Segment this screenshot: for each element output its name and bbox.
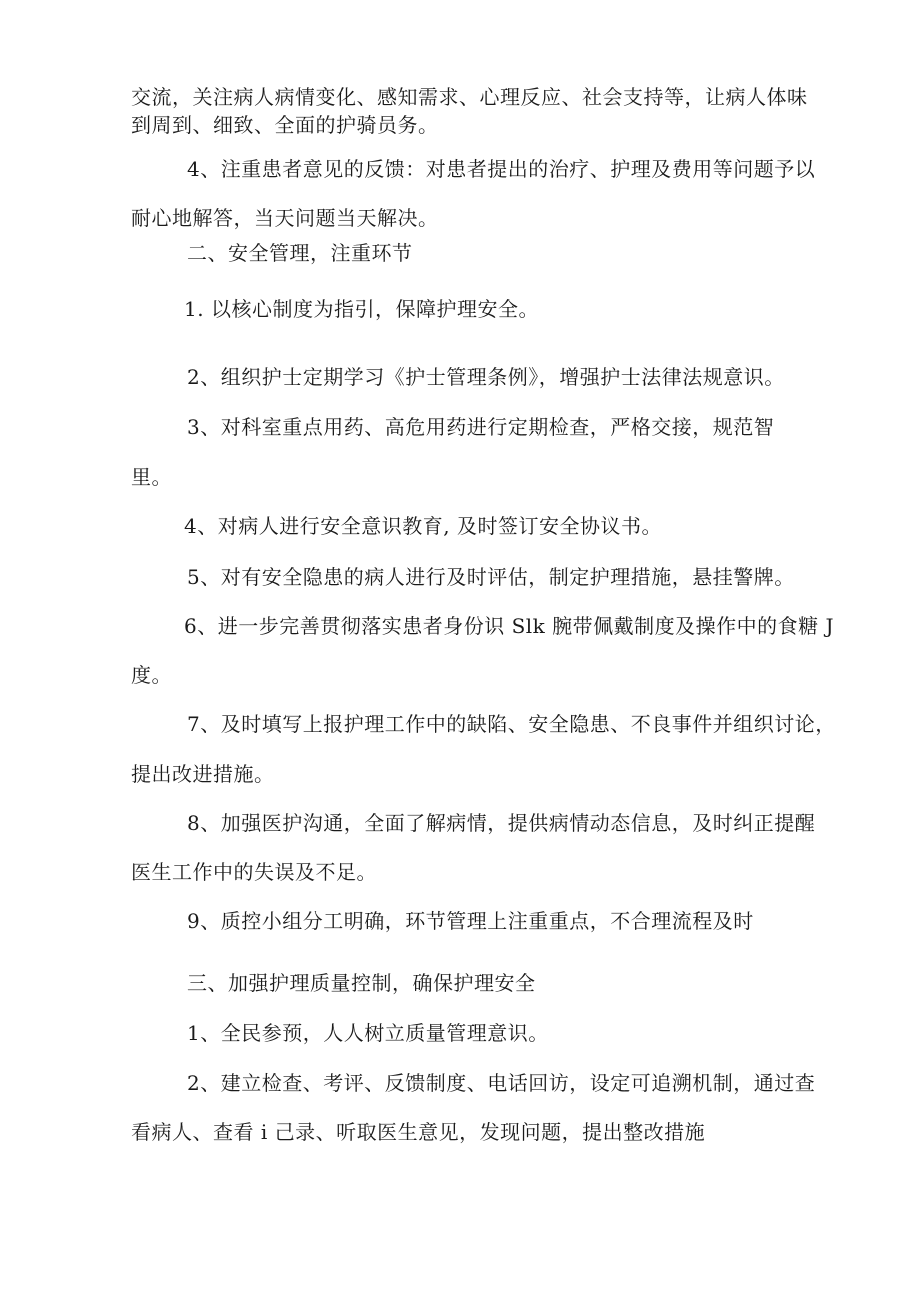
text-line: 1、全民参预，人人树立质量管理意识。: [187, 1021, 549, 1045]
text-line: 3、对科室重点用药、高危用药进行定期检查，严格交接，规范智: [187, 415, 775, 439]
text-line: 7、及时填写上报护理工作中的缺陷、安全隐患、不良事件并组织讨论，: [187, 712, 836, 736]
text-line: 到周到、细致、全面的护骑员务。: [131, 113, 439, 137]
text-line: 4、注重患者意见的反馈：对患者提出的治疗、护理及费用等问题予以: [187, 157, 816, 181]
text-line: 度。: [131, 663, 172, 687]
text-line: 里。: [131, 465, 172, 489]
text-line: 2、建立检查、考评、反馈制度、电话回访，设定可追溯机制，通过查: [187, 1071, 816, 1095]
text-line: 4、对病人进行安全意识教育, 及时签订安全协议书。: [184, 514, 662, 538]
text-line: 6、进一步完善贯彻落实患者身份识 Slk 腕带佩戴制度及操作中的食糖 J: [184, 614, 835, 638]
section-heading: 三、加强护理质量控制，确保护理安全: [187, 971, 536, 995]
text-line: 1. 以核心制度为指引，保障护理安全。: [184, 297, 539, 321]
text-line: 2、组织护士定期学习《护士管理条例》，增强护士法律法规意识。: [187, 365, 785, 389]
text-line: 看病人、查看 i 己录、听取医生意见，发现问题，提出整改措施: [131, 1120, 706, 1144]
text-line: 耐心地解答，当天问题当天解决。: [131, 206, 439, 230]
text-line: 交流，关注病人病情变化、感知需求、心理反应、社会支持等，让病人体味: [131, 85, 808, 109]
text-line: 提出改进措施。: [131, 762, 275, 786]
text-line: 医生工作中的失误及不足。: [131, 860, 377, 884]
text-line: 8、加强医护沟通，全面了解病情，提供病情动态信息，及时纠正提醒: [187, 811, 816, 835]
text-line: 9、质控小组分工明确，环节管理上注重重点，不合理流程及时: [187, 909, 754, 933]
text-line: 5、对有安全隐患的病人进行及时评估，制定护理措施，悬挂警牌。: [187, 565, 795, 589]
section-heading: 二、安全管理，注重环节: [187, 241, 413, 265]
